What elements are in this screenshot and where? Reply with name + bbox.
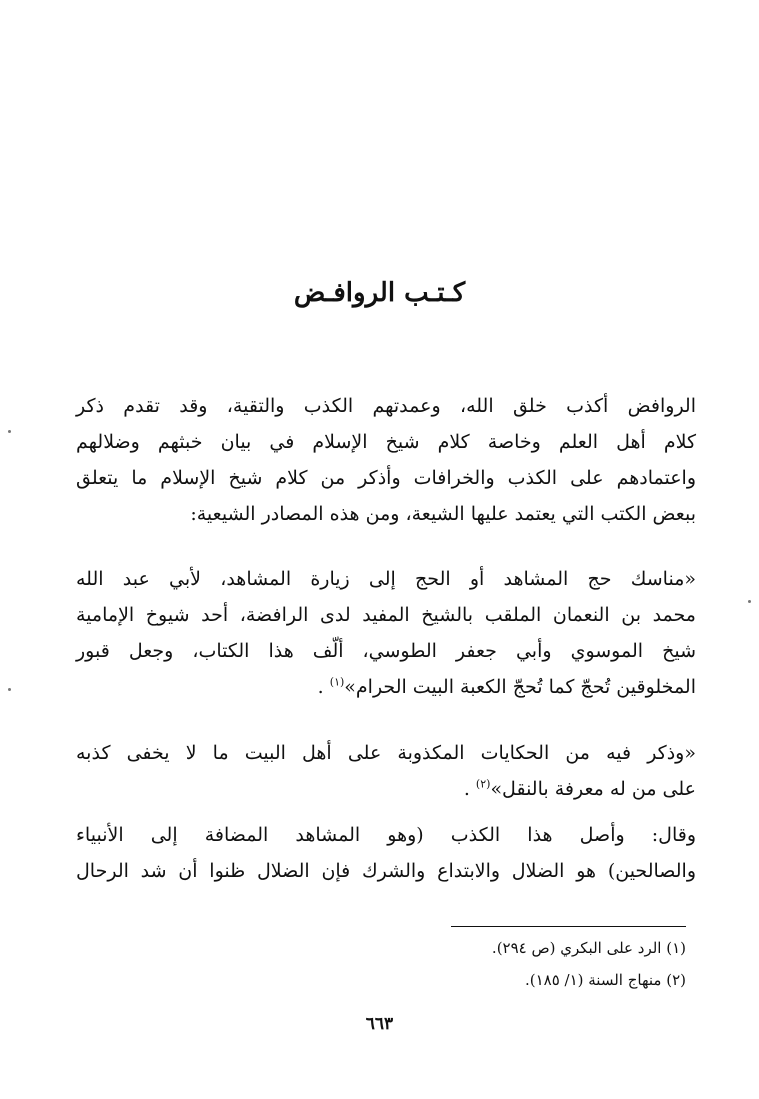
page-number: ٦٦٣ [365,1014,394,1034]
paragraph-line: «مناسك حج المشاهد أو الحج إلى زيارة المشاهد، لأبي عبد الله [76,568,696,590]
margin-dot [748,600,751,603]
footnote-2: (٢) منهاج السنة (١/ ١٨٥). [524,971,686,989]
line-tail: . [317,676,324,698]
footnotes [266,932,686,996]
chapter-title: كـتـب الروافـض [293,278,466,308]
paragraph-line: الروافض أكذب خلق الله، وعمدتهم الكذب والتقية، وقد تقدم ذكر [76,395,696,417]
paragraph-line: شيخ الموسوي وأبي جعفر الطوسي، ألّف هذا الكتاب، وجعل قبور [76,640,696,662]
paragraph-line: محمد بن النعمان الملقب بالشيخ المفيد لدى الرافضة، أحد شيوخ الإمامية [76,604,696,626]
paragraph-line: واعتمادهم على الكذب والخرافات وأذكر من كلام شيخ الإسلام ما يتعلق [76,467,696,489]
paragraph-line: كلام أهل العلم وخاصة كلام شيخ الإسلام في بيان خبثهم وضلالهم [76,431,696,453]
footnote-1: (١) الرد على البكري (ص ٢٩٤). [491,939,686,957]
paragraph-line: ببعض الكتب التي يعتمد عليها الشيعة، ومن هذه المصادر الشيعية: [190,503,696,525]
paragraph-line-text: المخلوقين تُحجّ كما تُحجّ الكعبة البيت الحرام» [344,676,696,698]
paragraph-line: «وذكر فيه من الحكايات المكذوبة على أهل البيت ما لا يخفى كذبه [76,742,696,764]
footnote-marker: (٢) [475,777,491,791]
margin-dot [8,430,11,433]
paragraph-last-line [76,669,696,705]
paragraph-4 [76,817,696,889]
paragraph-3 [76,735,696,807]
paragraph-line: وقال: وأصل هذا الكذب (وهو المشاهد المضافة إلى الأنبياء [76,824,696,846]
margin-dot [8,688,11,691]
paragraph-last-line [76,771,696,807]
paragraph-2 [76,561,696,705]
paragraph-line: والصالحين) هو الضلال والابتداع والشرك فإن الضلال ظنوا أن شد الرحال [76,860,696,882]
footnote-divider [451,926,686,927]
paragraph-1 [76,388,696,532]
paragraph-line-text: على من له معرفة بالنقل» [490,778,696,800]
footnote-marker: (١) [329,675,345,689]
line-tail: . [463,778,470,800]
